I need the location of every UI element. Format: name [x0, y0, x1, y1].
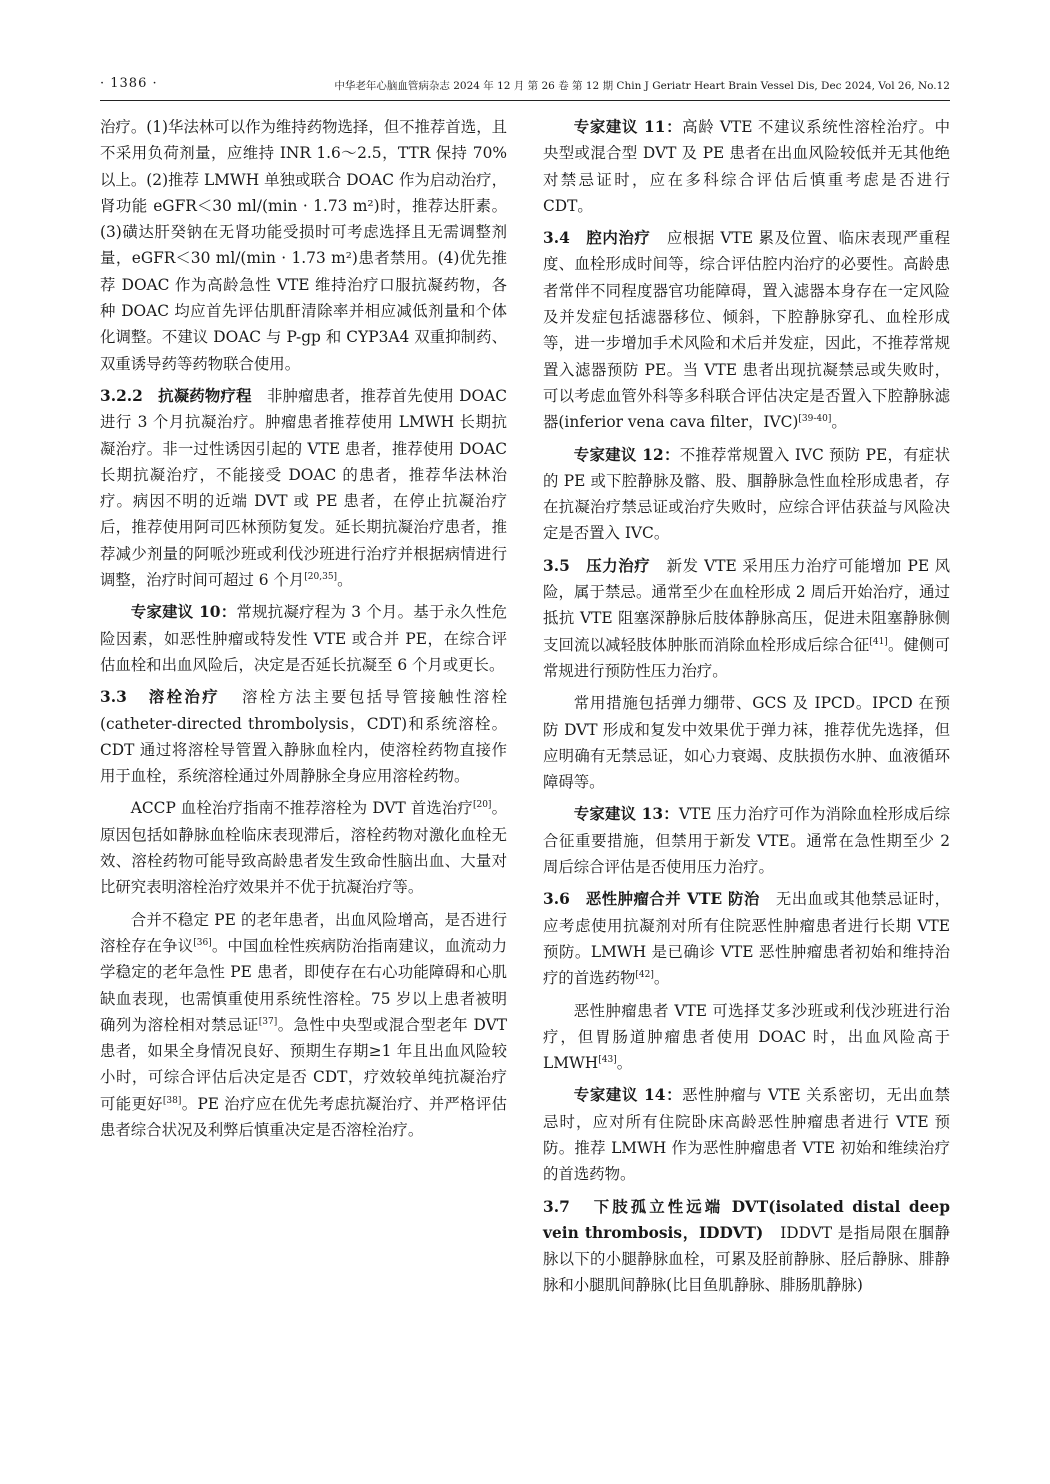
expert-advice-12: [543, 442, 950, 547]
section-3-6: 3.6 恶性肿瘤合并 VTE 防治 无出血或其他禁忌证时，应考虑使用抗凝剂对所有住院恶性肿瘤患者进行长期 VTE 预防。LMWH 是已确诊 VTE 恶性肿瘤患者初始和维持治疗的首选药物[42]。: [543, 890, 951, 988]
section-text: 应根据 VTE 累及位置、临床表现严重程度、血栓形成时间等，综合评估腔内治疗的必要性。高龄患者常伴不同程度器官功能障碍，置入滤器本身存在一定风险及并发症包括滤器移位、倾斜，下腔静脉穿孔、血栓形成等，进一步增加手术风险和术后并发症，因此，不推荐常规置入滤器预防 PE。当 VTE 患者出现抗凝禁忌或失败时，可以考虑血管外科等多科联合评估决定是否置入下腔静脉滤器(inferior vena cava filter，IVC): [543, 229, 950, 432]
right-column: [543, 114, 950, 1305]
journal-citation: 中华老年心脑血管病杂志 2024 年 12 月 第 26 卷 第 12 期 Chin J Geriatr Heart Brain Vessel Dis, Dec 2024, Vol 26, No.12: [334, 80, 950, 92]
section-3-2-2: 3.2.2 抗凝药物疗程 非肿瘤患者，推荐首先使用 DOAC 进行 3 个月抗凝治疗。肿瘤患者推荐使用 LMWH 长期抗凝治疗。非一过性诱因引起的 VTE 患者，推荐使用 DOAC 长期抗凝治疗，不能接受 DOAC 的患者，推荐华法林治疗。病因不明的近端 DVT 或 PE 患者，在停止抗凝治疗后，推荐使用阿司匹林预防复发。延长期抗凝治疗患者，推荐减少剂量的阿哌沙班或利伐沙班进行治疗并根据病情进行调整，治疗时间可超过 6 个月[20,35]。: [100, 386, 507, 590]
page-number: · 1386 ·: [100, 76, 158, 91]
expert-advice-14: [543, 1082, 950, 1187]
citation: [20]: [472, 800, 492, 811]
text: 恶性肿瘤患者 VTE 可选择艾多沙班或利伐沙班进行治疗，但胃肠道肿瘤患者使用 DOAC 时，出血风险高于 LMWH: [543, 1001, 950, 1073]
section-text: 。健侧可常规进行预防性压力治疗。: [543, 635, 950, 680]
section-text: 新发 VTE 采用压力治疗可能增加 PE 风险，属于禁忌。通常至少在血栓形成 2 周后开始治疗，通过抵抗 VTE 阻塞深静脉后肢体静脉高压，促进未阻塞静脉侧支回流以减轻肢体肿胀而消除血栓形成后综合征: [543, 556, 950, 654]
section-title: 下肢孤立性远端 DVT(isolated distal deep vein thrombosis，IDDVT): [543, 1197, 950, 1242]
text: 。急性中央型或混合型老年 DVT 患者，如果全身情况良好、预期生存期≥1 年且出血风险较小时，可综合评估后决定是否 CDT，疗效较单纯抗凝治疗可能更好: [100, 1015, 507, 1113]
expert-advice-11: [543, 114, 950, 219]
paragraph: 常用措施包括弹力绷带、GCS 及 IPCD。IPCD 在预防 DVT 形成和复发中效果优于弹力袜，推荐优先选择，但应明确有无禁忌证，如心力衰竭、皮肤损伤水肿、血液循环障碍等。: [543, 694, 950, 792]
expert-text: 常规抗凝疗程为 3 个月。基于永久性危险因素，如恶性肿瘤或特发性 VTE 或合并 PE，在综合评估血栓和出血风险后，决定是否延长抗凝至 6 个月或更长。: [100, 603, 507, 674]
expert-advice-13: [543, 801, 950, 880]
text: ACCP 血栓治疗指南不推荐溶栓为 DVT 首选治疗: [130, 799, 473, 818]
section-title: 腔内治疗: [586, 229, 651, 248]
expert-label: 专家建议 13：: [573, 805, 679, 824]
section-title: 抗凝药物疗程: [158, 386, 252, 405]
citation: [36]: [193, 937, 212, 948]
citation: [39-40]: [798, 414, 832, 425]
section-text: IDDVT 是指局限在腘静脉以下的小腿静脉血栓，可累及胫前静脉、胫后静脉、腓静脉和小腿肌间静脉(比目鱼肌静脉、腓肠肌静脉): [543, 1223, 950, 1295]
section-number: 3.6: [543, 890, 570, 909]
expert-text: 高龄 VTE 不建议系统性溶栓治疗。中央型或混合型 DVT 及 PE 患者在出血风险较低并无其他绝对禁忌证时，应在多科综合评估后慎重考虑是否进行 CDT。: [543, 118, 950, 215]
expert-label: 专家建议 10：: [130, 603, 237, 622]
expert-text: VTE 压力治疗可作为消除血栓形成后综合征重要措施，但禁用于新发 VTE。通常在急性期至少 2 周后综合评估是否使用压力治疗。: [543, 805, 951, 877]
section-3-7: [543, 1194, 950, 1299]
expert-label: 专家建议 14：: [573, 1086, 683, 1105]
section-number: 3.2.2: [100, 386, 143, 405]
left-column: [100, 114, 507, 1149]
paragraph: [100, 795, 507, 900]
citation: [20,35]: [304, 571, 338, 582]
section-title: 溶栓治疗: [148, 688, 221, 707]
section-text: 溶栓方法主要包括导管接触性溶栓(catheter-directed thrombolysis，CDT)和系统溶栓。CDT 通过将溶栓导管置入静脉血栓内，使溶栓药物直接作用于血栓，系统溶栓通过外周静脉全身应用溶栓药物。: [100, 688, 507, 786]
text: 合并不稳定 PE 的老年患者，出血风险增高，是否进行溶栓存在争议: [100, 910, 507, 955]
section-title: 压力治疗: [586, 556, 651, 575]
section-3-4: 3.4 腔内治疗 应根据 VTE 累及位置、临床表现严重程度、血栓形成时间等，综合评估腔内治疗的必要性。高龄患者常伴不同程度器官功能障碍，置入滤器本身存在一定风险及并发症包括滤器移位、倾斜，下腔静脉穿孔、血栓形成等，进一步增加手术风险和术后并发症，因此，不推荐常规置入滤器预防 PE。当 VTE 患者出现抗凝禁忌或失败时，可以考虑血管外科等多科联合评估决定是否置入下腔静脉滤器(inferior vena cava filter，IVC)[39-40]。: [543, 229, 950, 432]
section-text: 无出血或其他禁忌证时，应考虑使用抗凝剂对所有住院恶性肿瘤患者进行长期 VTE 预防。LMWH 是已确诊 VTE 恶性肿瘤患者初始和维持治疗的首选药物: [543, 890, 951, 988]
section-3-5: [543, 553, 950, 684]
text: 。中国血栓性疾病防治指南建议，血流动力学稳定的老年急性 PE 患者，即使存在右心功能障碍和心肌缺血表现，也需慎重使用系统性溶栓。75 岁以上患者被明确列为溶栓相对禁忌证: [100, 936, 507, 1034]
section-number: 3.5: [543, 556, 570, 575]
section-text: 非肿瘤患者，推荐首先使用 DOAC 进行 3 个月抗凝治疗。肿瘤患者推荐使用 LMWH 长期抗凝治疗。非一过性诱因引起的 VTE 患者，推荐使用 DOAC 长期抗凝治疗，不能接受 DOAC 的患者，推荐华法林治疗。病因不明的近端 DVT 或 PE 患者，在停止抗凝治疗后，推荐使用阿司匹林预防复发。延长期抗凝治疗患者，推荐减少剂量的阿哌沙班或利伐沙班进行治疗并根据病情进行调整，治疗时间可超过 6 个月: [100, 386, 507, 590]
section-number: 3.3: [100, 688, 127, 707]
citation: [42]: [635, 970, 654, 981]
text: 。PE 治疗应在优先考虑抗凝治疗、并严格评估患者综合状况及利弊后慎重决定是否溶栓治疗。: [100, 1094, 507, 1139]
text: 。原因包括如静脉血栓临床表现滞后，溶栓药物对激化血栓无效、溶栓药物可能导致高龄患者发生致命性脑出血、大量对比研究表明溶栓治疗效果并不优于抗凝治疗等。: [100, 799, 507, 897]
expert-advice-10: [100, 599, 507, 678]
section-title: 恶性肿瘤合并 VTE 防治: [585, 890, 760, 909]
expert-label: 专家建议 12：: [573, 445, 680, 464]
citation: [43]: [598, 1054, 617, 1065]
section-3-3: [100, 684, 507, 789]
paragraph: [100, 907, 507, 1144]
expert-text: 不推荐常规置入 IVC 预防 PE，有症状的 PE 或下腔静脉及髂、股、腘静脉急性血栓形成患者，存在抗凝治疗禁忌证或治疗失败时，应综合评估获益与风险决定是否置入 IVC。: [543, 445, 950, 543]
expert-text: 恶性肿瘤与 VTE 关系密切，无出血禁忌时，应对所有住院卧床高龄恶性肿瘤患者进行 VTE 预防。推荐 LMWH 作为恶性肿瘤患者 VTE 初始和维续治疗的首选药物。: [543, 1086, 950, 1184]
section-number: 3.7: [543, 1197, 570, 1216]
citation: [38]: [162, 1095, 182, 1106]
header-rule: [100, 100, 950, 101]
expert-label: 专家建议 11：: [573, 118, 683, 136]
paragraph: 恶性肿瘤患者 VTE 可选择艾多沙班或利伐沙班进行治疗，但胃肠道肿瘤患者使用 DOAC 时，出血风险高于 LMWH[43]。: [543, 1001, 950, 1073]
paragraph: 治疗。(1)华法林可以作为维持药物选择，但不推荐首选，且不采用负荷剂量，应维持 INR 1.6～2.5，TTR 保持 70%以上。(2)推荐 LMWH 单独或联合 DOAC 作为启动治疗，肾功能 eGFR＜30 ml/(min · 1.73 m²)时，推荐达肝素。(3)磺达肝癸钠在无肾功能受损时可考虑选择且无需调整剂量，eGFR＜30 ml/(min · 1.73 m²)患者禁用。(4)优先推荐 DOAC 作为高龄急性 VTE 维持治疗口服抗凝药物，各种 DOAC 均应首先评估肌酐清除率并相应减低剂量和个体化调整。不建议 DOAC 与 P-gp 和 CYP3A4 双重抑制药、双重诱导药等药物联合使用。: [100, 118, 507, 373]
citation: [37]: [258, 1016, 278, 1027]
section-number: 3.4: [543, 229, 570, 248]
citation: [41]: [869, 636, 888, 647]
page-header: [0, 0, 1050, 110]
